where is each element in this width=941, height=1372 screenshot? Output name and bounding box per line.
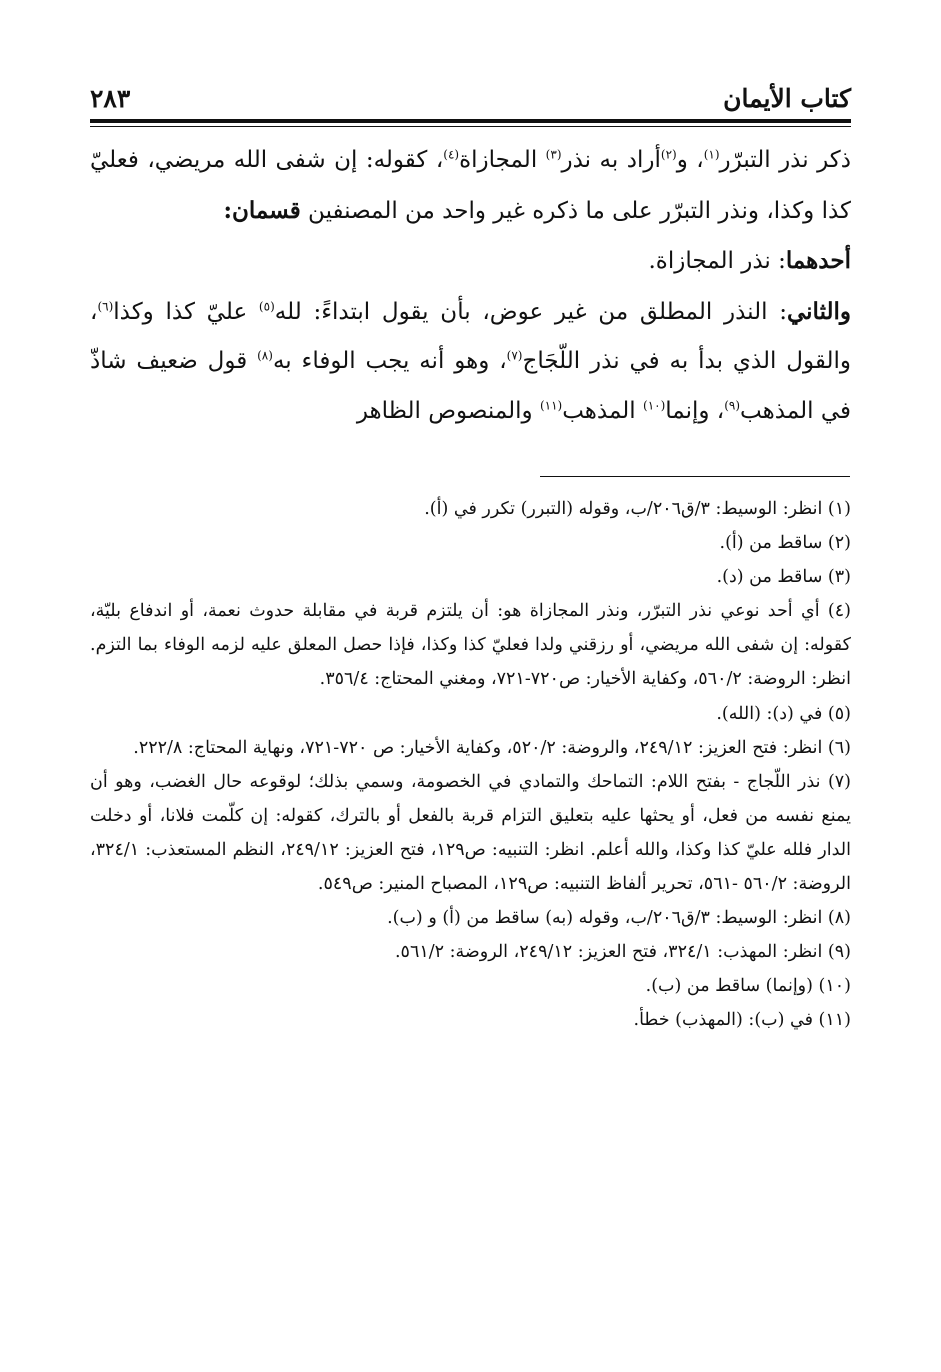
- footnote-ref: (١١): [539, 398, 563, 413]
- footnote-ref: (١): [703, 147, 720, 162]
- text-run: أراد به نذر: [561, 147, 661, 173]
- footnote-6: (٦) انظر: فتح العزيز: ٢٤٩/١٢، والروضة: ٥٢٠/٢، وكفاية الأخيار: ص ٧٢٠-٧٢١، ونهاية المحتاج: ٢٢٢/٨.: [133, 737, 851, 758]
- footnote-ref: (٣): [545, 147, 562, 162]
- text-run: : نذر المجازاة.: [648, 248, 786, 275]
- header-rule-thin: [90, 126, 851, 127]
- page-header: [90, 78, 851, 118]
- paragraph-1: [90, 136, 851, 236]
- footnote-3: (٣) ساقط من (د).: [716, 567, 851, 588]
- footnote-9: (٩) انظر: المهذب: ٣٢٤/١، فتح العزيز: ٢٤٩/١٢، الروضة: ٥٦١/٢.: [394, 942, 851, 963]
- footnotes: [90, 492, 851, 1038]
- text-run: عليّ كذا وكذا: [113, 298, 259, 325]
- bold-term: والثاني: [786, 297, 852, 325]
- footnote-ref: (٧): [506, 348, 523, 363]
- text-run: المذهب: [562, 397, 643, 424]
- footnote-ref: (٢): [660, 147, 677, 162]
- text-run: والمنصوص الظاهر: [356, 397, 540, 424]
- text-run: ، وهو أنه يجب الوفاء به: [272, 348, 507, 375]
- bold-term: أحدهما: [785, 247, 851, 275]
- text-run: : النذر المطلق من غير عوض، بأن يقول ابتداءً: لله: [274, 298, 787, 325]
- footnote-ref: (٨): [257, 348, 273, 363]
- text-run: ، و: [676, 147, 704, 173]
- paragraph-3: [90, 287, 851, 437]
- header-rule-thick: [90, 119, 851, 123]
- footnote-11: (١١) في (ب): (المهذب) خطأ.: [633, 1010, 851, 1031]
- bold-term: قسمان:: [223, 196, 301, 224]
- footnote-ref: (٤): [443, 147, 460, 162]
- footnote-7: (٧) نذر اللّجاج - بفتح اللام: التماحك والتمادي في الخصومة، وسمي بذلك؛ لوقوعه حال الغضب، وهو أن يمنع نفسه من فعل، أو يحثها عليه بتعليق التزام قربة بالفعل أو بالترك، كقوله: إن كلّمت فلانا، أو دخلت الدار فلله عليّ كذا وكذا، والله أعلم. انظر: التنبيه: ص١٢٩، فتح العزيز: ٢٤٩/١٢، النظم المستعذب: ٣٢٤/١، الروضة: ٥٦٠/٢ -٥٦١، تحرير ألفاظ التنبيه: ص١٢٩، المصباح المنير: ص٥٤٩.: [90, 771, 851, 895]
- paragraph-2: [90, 236, 851, 287]
- text-run: ، كقوله: إن شفى الله مريضي، فعليّ كذا وكذا، ونذر التبرّر على ما ذكره غير واحد من المصنفين: [90, 147, 851, 224]
- page-number: ٢٨٣: [90, 84, 131, 113]
- footnote-8: (٨) انظر: الوسيط: ٣/ق٢٠٦/ب، وقوله (به) ساقط من (أ) و (ب).: [387, 908, 851, 929]
- footnote-2: (٢) ساقط من (أ).: [719, 533, 851, 554]
- footnote-ref: (١٠): [643, 398, 666, 413]
- footnote-1: (١) انظر: الوسيط: ٣/ق٢٠٦/ب، وقوله (التبرر) تكرر في (أ).: [424, 499, 851, 519]
- footnote-ref: (٩): [724, 398, 741, 413]
- text-run: ، والقول الذي بدأ به في نذر اللّجَاج: [90, 298, 851, 375]
- footnote-4: (٤) أي أحد نوعي نذر التبرّر، ونذر المجازاة هو: أن يلتزم قربة في مقابلة حدوث نعمة، أو اندفاع بليّة، كقوله: إن شفى الله مريضي، أو رزقني ولدا فعليّ كذا وكذا، فإذا حصل المعلق عليه لزمه الوفاء بما التزم. انظر: الروضة: ٥٦٠/٢، وكفاية الأخيار: ص٧٢٠-٧٢١، ومغني المحتاج: ٣٥٦/٤.: [90, 601, 851, 690]
- main-text: [90, 136, 851, 437]
- footnote-5: (٥) في (د): (الله).: [716, 703, 851, 724]
- text-run: المجازاة: [459, 147, 546, 173]
- text-run: قول ضعيف شاذّ في المذهب: [90, 348, 851, 424]
- running-title: كتاب الأيمان: [723, 84, 851, 113]
- text-run: ، وإنما: [665, 397, 725, 424]
- footnote-separator: [540, 476, 850, 477]
- footnote-ref: (٦): [97, 299, 114, 314]
- footnote-10: (١٠) (وإنما) ساقط من (ب).: [645, 976, 851, 997]
- text-run: ذكر نذر التبرّر: [719, 147, 851, 173]
- footnote-ref: (٥): [258, 299, 275, 314]
